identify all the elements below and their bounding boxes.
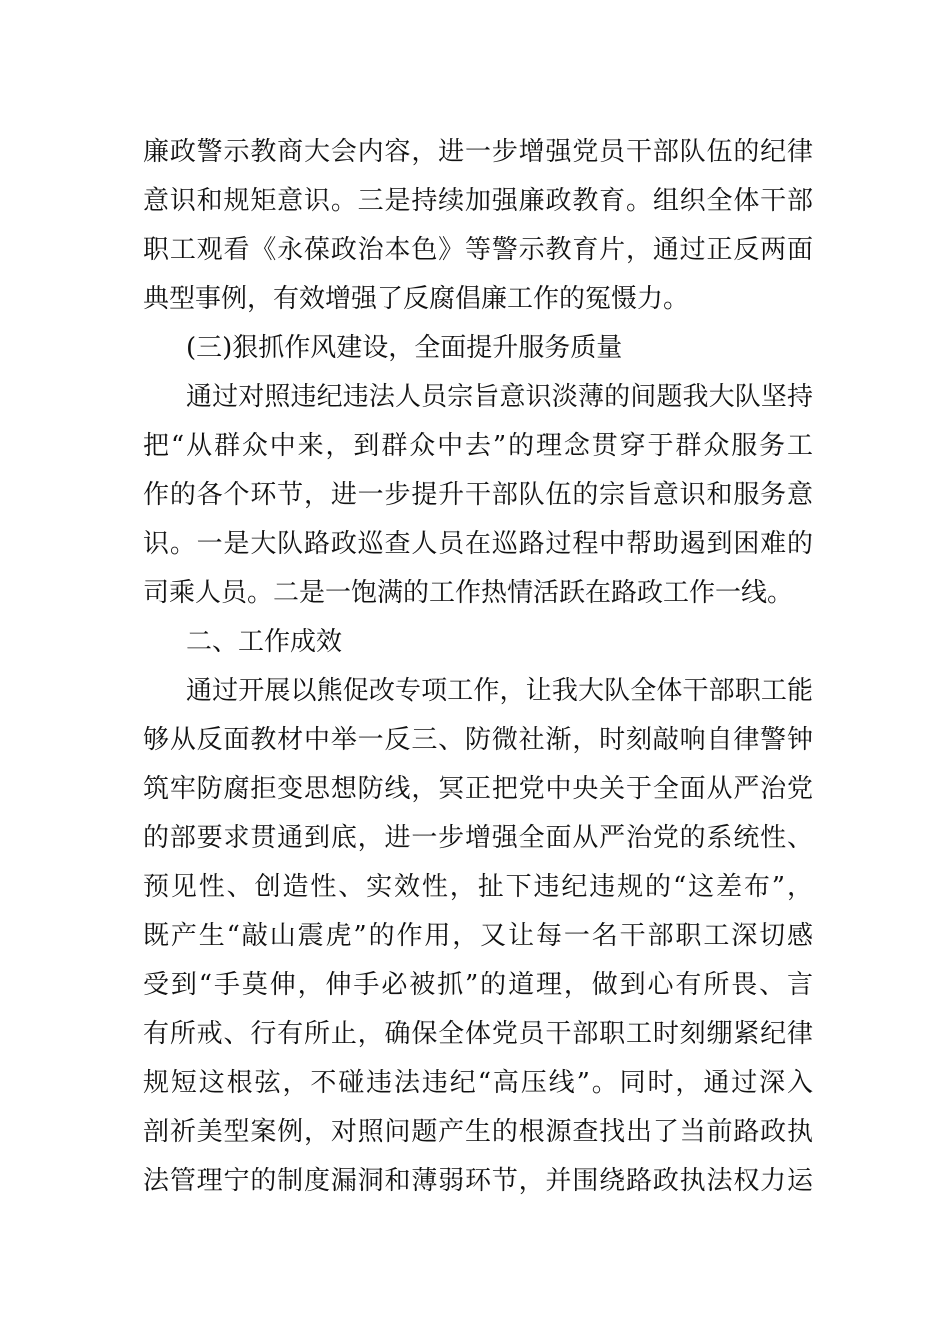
text-line: 识。一是大队路政巡查人员在巡路过程中帮助遏到困难的: [143, 529, 813, 559]
text-line: 规短这根弦，不碰违法违纪“高压线”。同时，通过深入: [143, 1068, 813, 1098]
text-line: 受到“手莫伸，伸手必被抓”的道理，做到心有所畏、言: [143, 970, 813, 1000]
text-line: 作的各个环节，进一步提升干部队伍的宗旨意识和服务意: [143, 480, 813, 510]
text-line: 剖祈美型案例，对照问题产生的根源查找出了当前路政执: [143, 1117, 813, 1147]
text-line: 职工观看《永葆政治本色》等警示教育片，通过正反两面: [143, 235, 813, 265]
text-line: 够从反面教材中举一反三、防微社渐，时刻敲响自律警钟: [143, 725, 813, 755]
text-line: 通过对照违纪违法人员宗旨意识淡薄的间题我大队坚持: [186, 382, 813, 412]
section-heading: 二、工作成效: [186, 627, 343, 657]
text-line: 通过开展以熊促改专项工作，让我大队全体干部职工能: [186, 676, 813, 706]
section-heading: (三)狠抓作风建设，全面提升服务质量: [186, 333, 623, 363]
text-line: 有所戒、行有所止，确保全体党员干部职工时刻绷紧纪律: [143, 1019, 813, 1049]
text-line: 法管理宁的制度漏洞和薄弱环节，并围绕路政执法权力运: [143, 1166, 813, 1196]
text-line: 典型事例，有效增强了反腐倡廉工作的冤慑力。: [143, 284, 690, 314]
text-line: 筑牢防腐拒变思想防线，冥正把党中央关于全面从严治党: [143, 774, 813, 804]
text-line: 廉政警示教商大会内容，进一步增强党员干部队伍的纪律: [143, 137, 813, 167]
text-line: 预见性、创造性、实效性，扯下违纪违规的“这差布”，: [143, 872, 813, 902]
text-line: 的部要求贯通到底，进一步增强全面从严治党的系统性、: [143, 823, 813, 853]
text-line: 把“从群众中来，到群众中去”的理念贯穿于群众服务工: [143, 431, 813, 461]
text-line: 既产生“敲山震虎”的作用，又让每一名干部职工深切感: [143, 921, 813, 951]
text-line: 司乘人员。二是一饱满的工作热情活跃在路政工作一线。: [143, 578, 794, 608]
text-line: 意识和规矩意识。三是持续加强廉政教育。组织全体干部: [143, 186, 813, 216]
